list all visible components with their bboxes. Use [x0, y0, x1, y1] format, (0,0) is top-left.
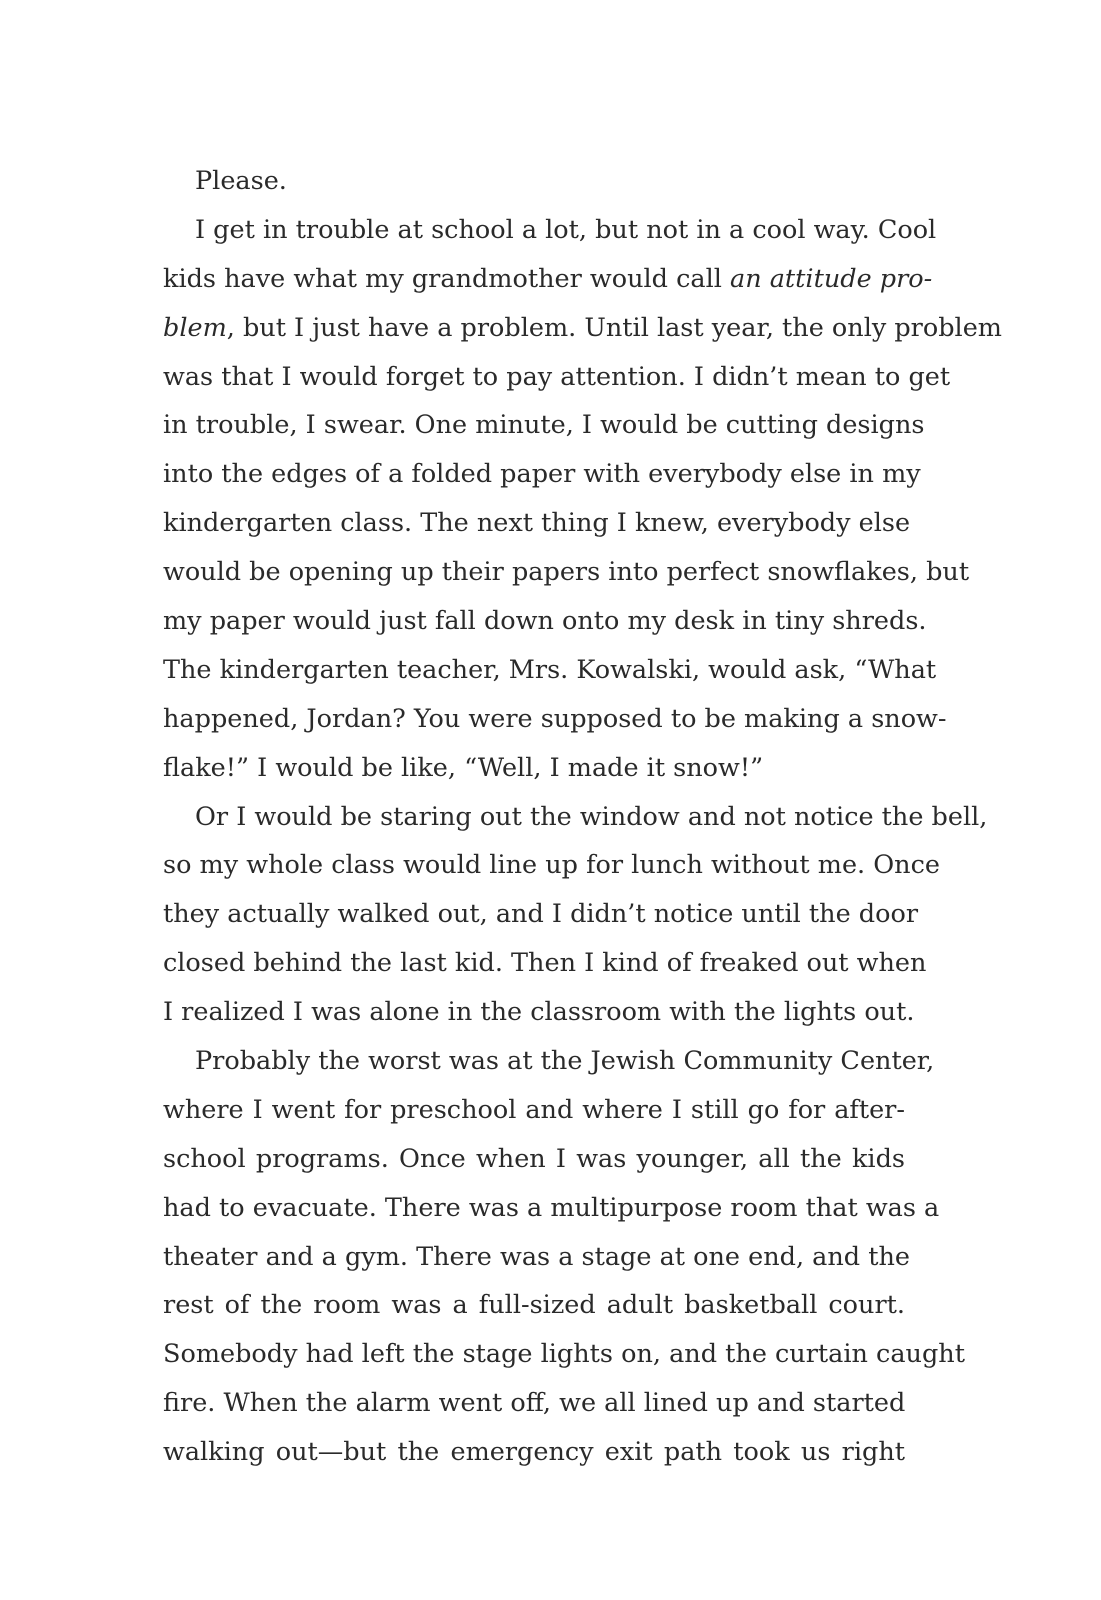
text-line: my paper would just fall down onto my desk in tiny shreds. [163, 606, 927, 637]
text-line: in trouble, I swear. One minute, I would be cutting designs [163, 410, 925, 441]
text-line: fire. When the alarm went off, we all lined up and started [163, 1388, 906, 1419]
text-line: I get in trouble at school a lot, but not in a cool way. Cool [195, 214, 937, 245]
text-line: was that I would forget to pay attention. I didn’t mean to get [163, 361, 951, 392]
text-line: I realized I was alone in the classroom with the lights out. [163, 997, 915, 1028]
text-line: blem, but I just have a problem. Until last year, the only problem [163, 312, 1002, 343]
text-line: The kindergarten teacher, Mrs. Kowalski, would ask, “What [163, 654, 937, 685]
text-line: closed behind the last kid. Then I kind of freaked out when [163, 948, 927, 979]
text-line: happened, Jordan? You were supposed to be making a snow- [163, 703, 947, 734]
text-line: where I went for preschool and where I still go for after- [163, 1094, 905, 1125]
text-line: had to evacuate. There was a multipurpose room that was a [163, 1192, 940, 1223]
text-line: Probably the worst was at the Jewish Community Center, [195, 1046, 935, 1077]
text-line: into the edges of a folded paper with everybody else in my [163, 459, 921, 490]
text-line: theater and a gym. There was a stage at one end, and the [163, 1241, 910, 1272]
italic-text: an attitude pro- [730, 263, 933, 294]
body-text [163, 157, 1002, 1477]
text-line: so my whole class would line up for lunch without me. Once [163, 850, 940, 881]
text-line: would be opening up their papers into perfect snowflakes, but [163, 557, 970, 588]
text-line: Or I would be staring out the window and not notice the bell, [195, 801, 988, 832]
text-line: flake!” I would be like, “Well, I made it snow!” [163, 752, 764, 783]
text-line: school programs. Once when I was younger, all the kids [163, 1143, 905, 1174]
text-line: rest of the room was a full-sized adult basketball court. [163, 1290, 905, 1321]
text-line: kids have what my grandmother would call an attitude pro- [163, 263, 933, 294]
text-line: they actually walked out, and I didn’t notice until the door [163, 899, 919, 930]
text-line: Please. [195, 166, 287, 196]
italic-text: blem [163, 312, 227, 343]
text-line: walking out—but the emergency exit path took us right [163, 1437, 905, 1468]
text-line: kindergarten class. The next thing I knew, everybody else [163, 508, 911, 539]
text-line: Somebody had left the stage lights on, and the curtain caught [163, 1339, 965, 1370]
